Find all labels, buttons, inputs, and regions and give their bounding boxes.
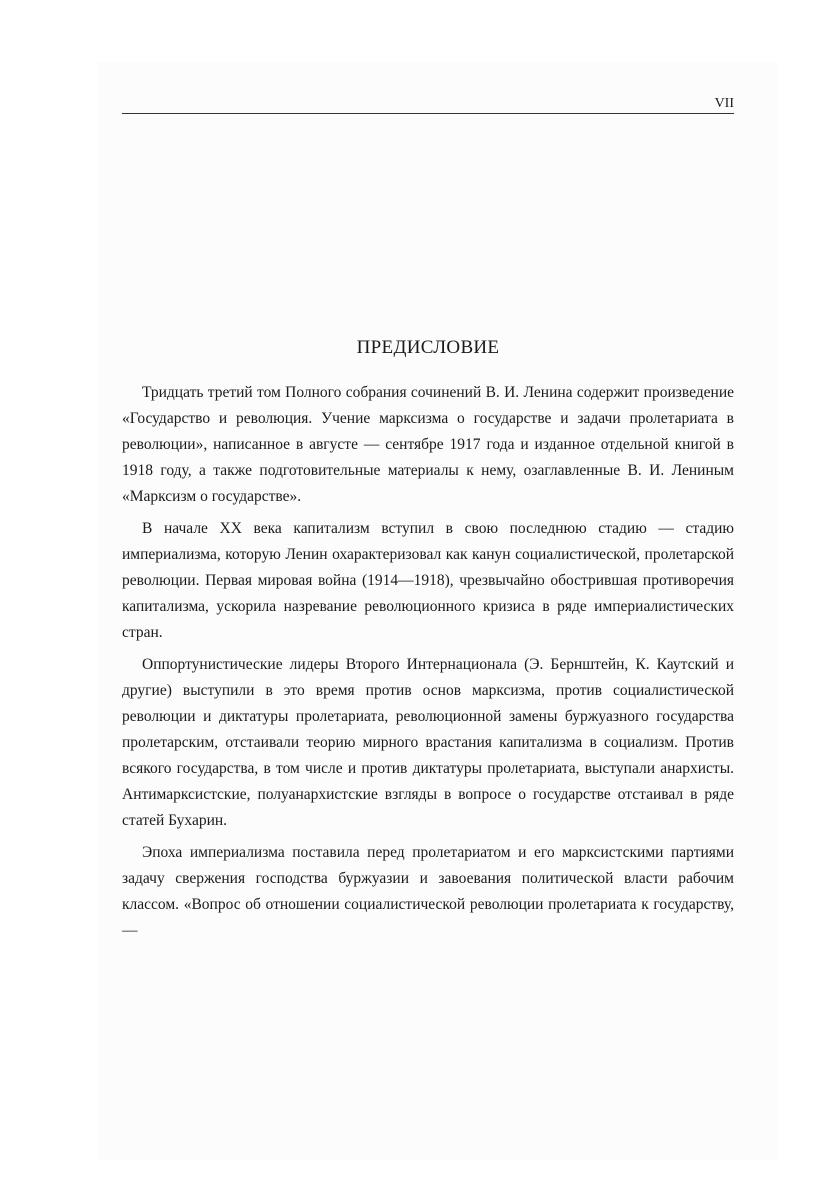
header-rule — [122, 113, 734, 114]
page-title: ПРЕДИСЛОВИЕ — [356, 337, 500, 358]
paragraph-1: Тридцать третий том Полного собрания сочинений В. И. Ленина содержит произведение «Государство и революция. Учение марксизма о государстве и задачи пролетариата в революции», написанное в августе — сентябре 1917 года и изданное отдельной книгой в 1918 году, а также подготовительные материалы к нему, озаглавленные В. И. Лениным «Марксизм о государстве». — [122, 384, 734, 505]
paragraph-3: Оппортунистические лидеры Второго Интернационала (Э. Бернштейн, К. Каутский и другие) выступили в это время против основ марксизма, против социалистической революции и диктатуры пролетариата, революционной замены буржуазного государства пролетарским, отстаивали теорию мирного врастания капитализма в социализм. Против всякого государства, в том числе и против диктатуры пролетариата, выступали анархисты. Антимарксистские, полуанархистские взгляды в вопросе о государстве отстаивал в ряде статей Бухарин. — [122, 656, 734, 829]
paragraph-4: Эпоха империализма поставила перед пролетариатом и его марксистскими партиями задачу свержения господства буржуазии и завоевания политической власти рабочим классом. «Вопрос об отношении социалистической революции пролетариата к государству, — — [122, 844, 734, 939]
paragraph-2: В начале XX века капитализм вступил в свою последнюю стадию — стадию империализма, которую Ленин охарактеризовал как канун социалистической, пролетарской революции. Первая мировая война (1914—1918), чрезвычайно обострившая противоречия капитализма, ускорила назревание революционного кризиса в ряде империалистических стран. — [122, 520, 734, 641]
body-text — [122, 380, 734, 950]
page-number: VII — [714, 96, 734, 111]
